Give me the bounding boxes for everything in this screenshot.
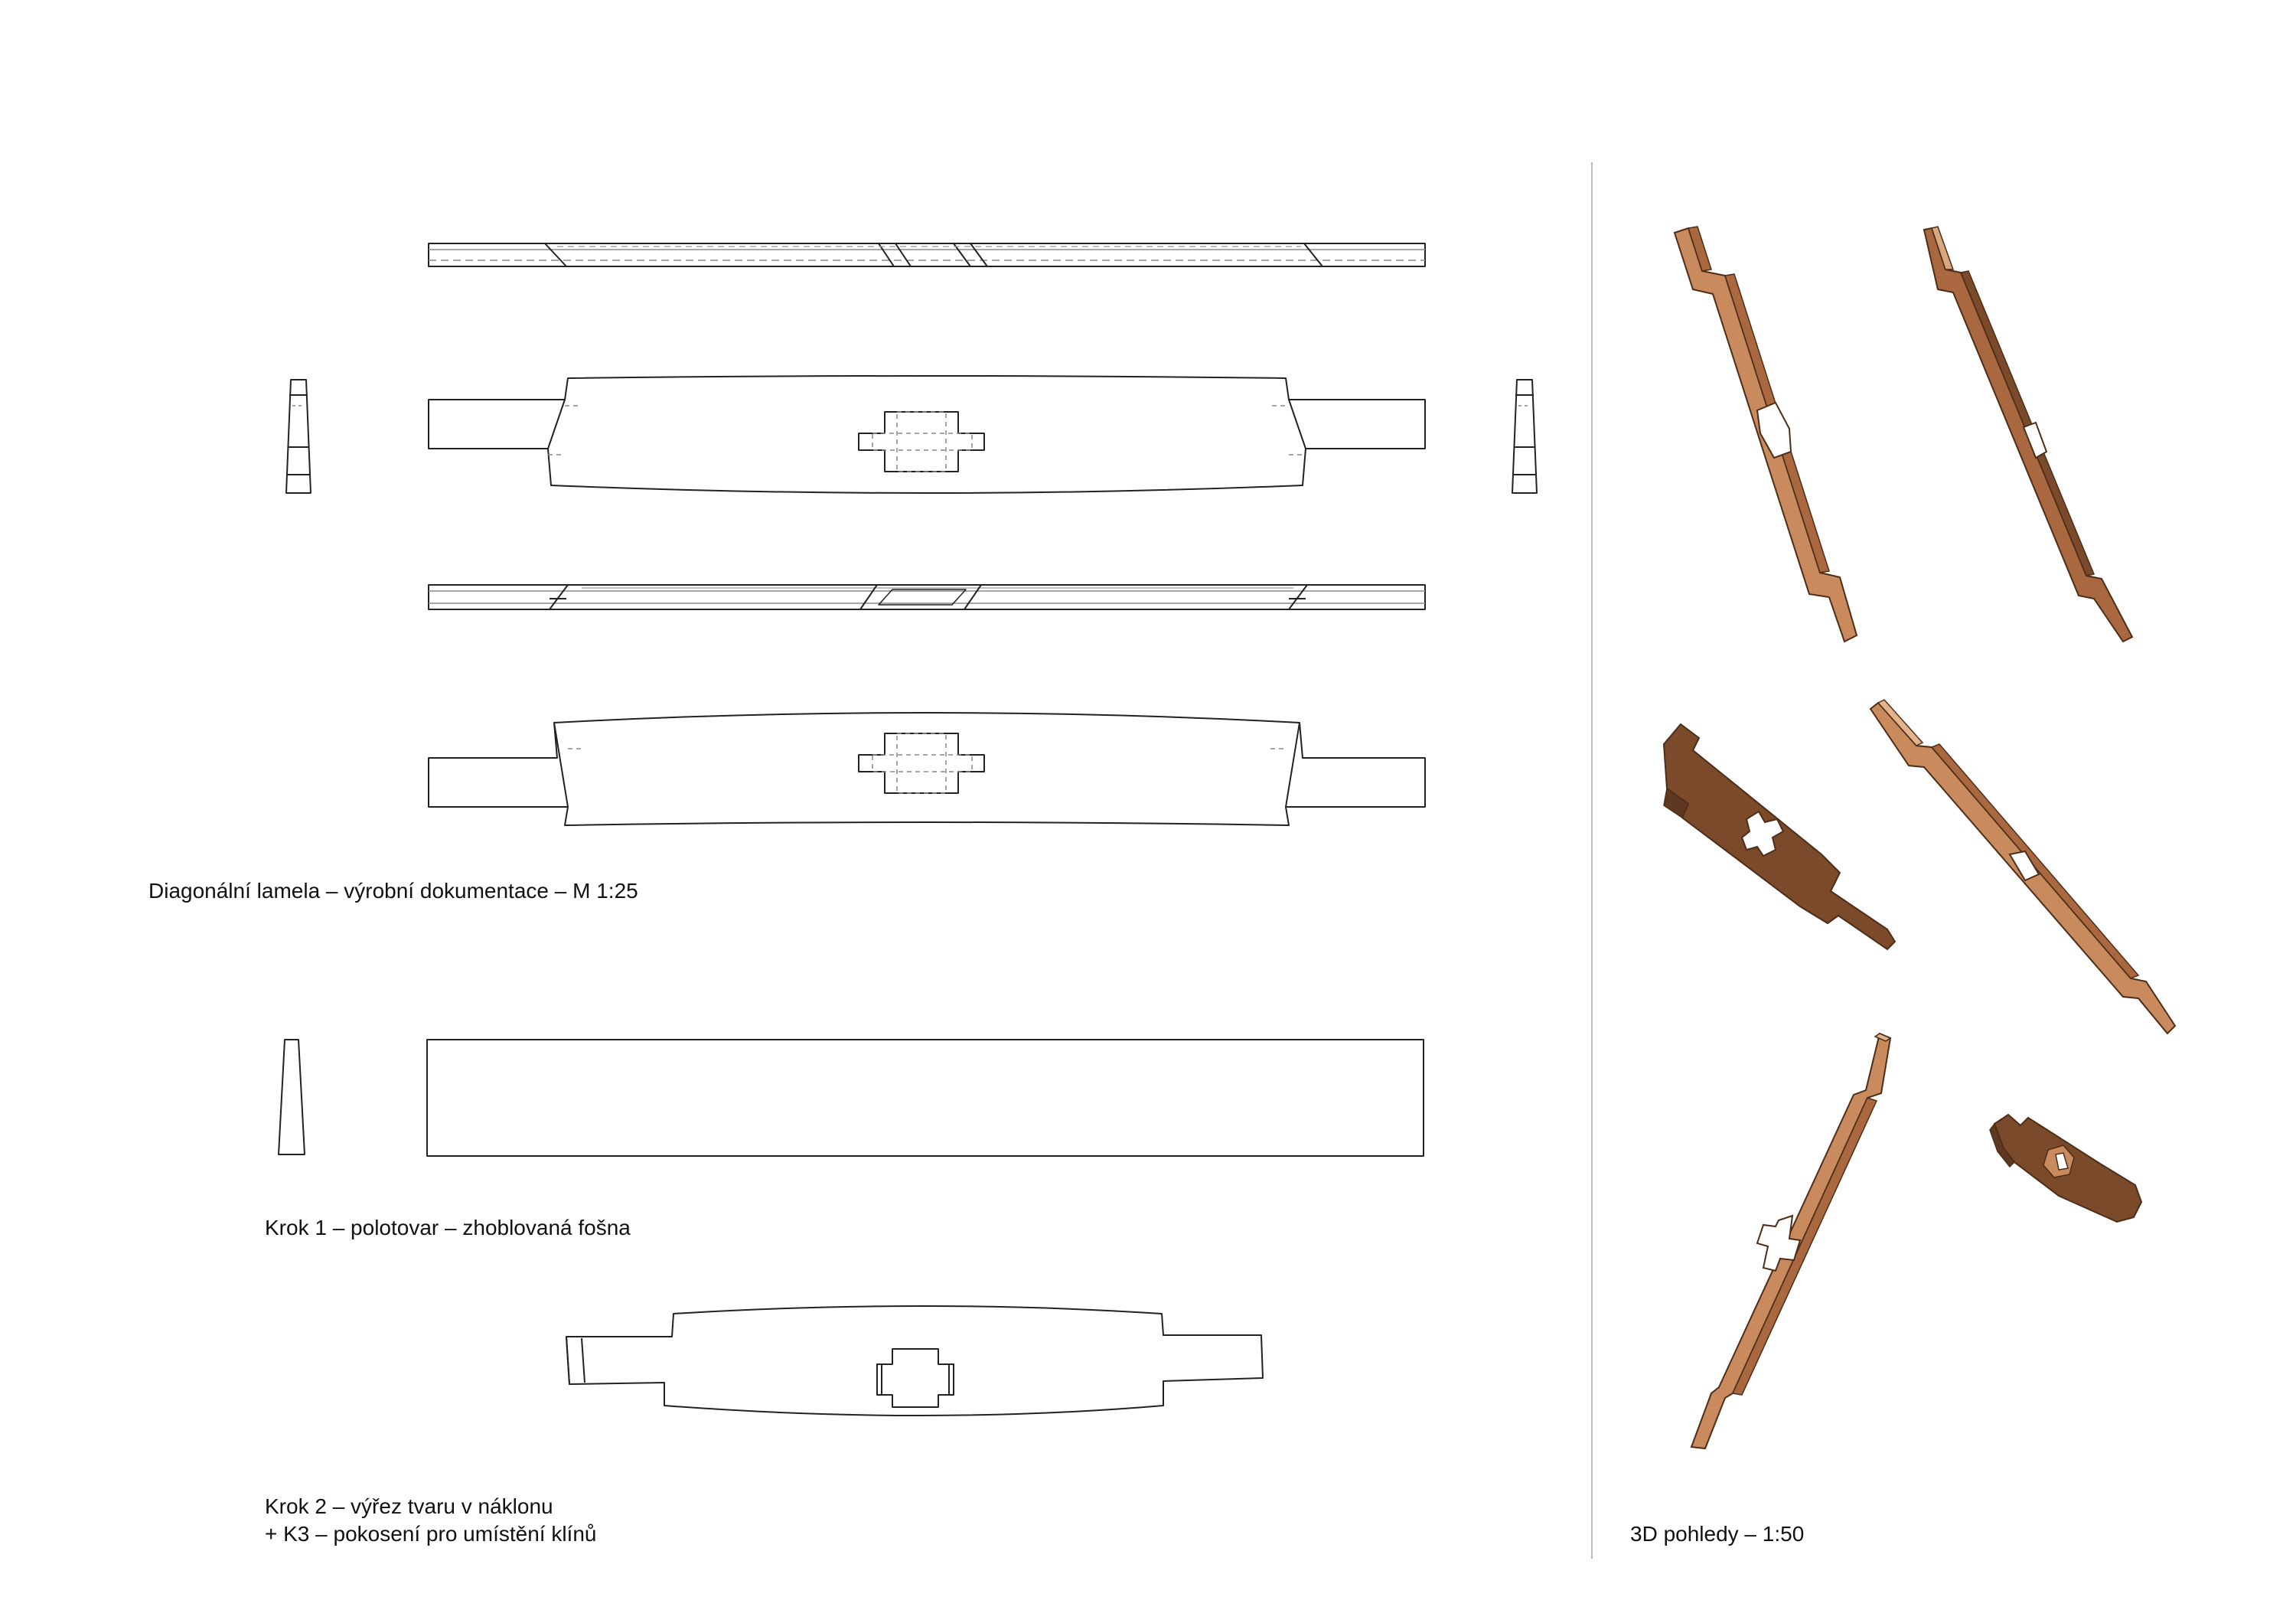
- caption-step2-line2: + K3 – pokosení pro umístění klínů: [265, 1522, 597, 1546]
- side-wedge-right: [1512, 380, 1537, 493]
- view3d-long-vertical-beam: [1691, 1034, 1890, 1448]
- caption-main: Diagonální lamela – výrobní dokumentace – M 1:25: [148, 879, 638, 903]
- caption-step2-line1: Krok 2 – výřez tvaru v náklonu: [265, 1494, 553, 1518]
- step1-side-wedge: [279, 1040, 305, 1154]
- caption-3d-views: 3D pohledy – 1:50: [1630, 1522, 1805, 1546]
- view3d-dark-beam: [1924, 227, 2132, 642]
- side-wedge-left: [286, 380, 311, 493]
- top-view-1: [429, 243, 1425, 266]
- view3d-short-curved-piece: [1664, 724, 1895, 949]
- caption-step1: Krok 1 – polotovar – zhoblovaná fošna: [265, 1216, 631, 1239]
- step2-cut-shape: [566, 1306, 1263, 1416]
- front-view-2: [429, 713, 1425, 825]
- view3d-light-beam: [1675, 227, 1857, 642]
- view3d-small-wedge-piece: [1990, 1115, 2141, 1222]
- top-view-2: [429, 585, 1425, 609]
- view3d-long-diagonal-beam: [1870, 700, 2175, 1034]
- front-view-1: [429, 376, 1425, 493]
- step1-board: [427, 1040, 1424, 1156]
